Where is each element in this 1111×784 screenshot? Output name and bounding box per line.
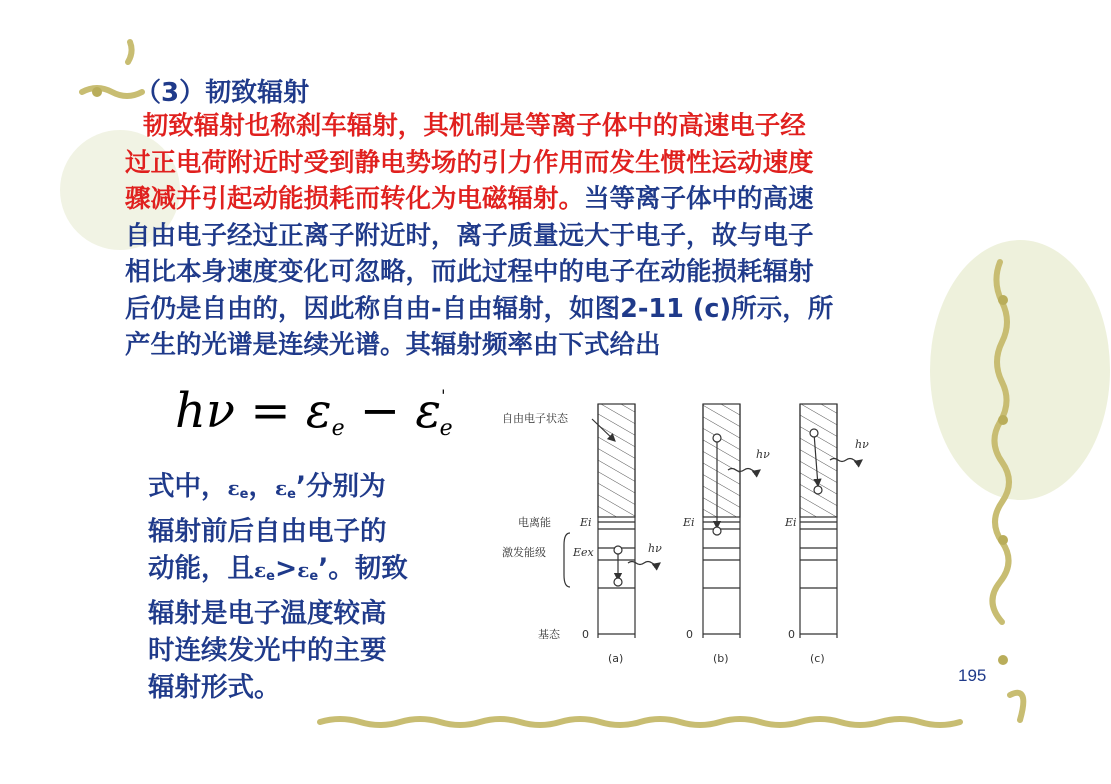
formula-epsilon: ε (415, 383, 442, 439)
formula-lhs: hν (175, 383, 236, 439)
label-free-electron-state: 自由电子状态 (502, 412, 568, 425)
note-text: ’。韧致 (318, 553, 408, 584)
note-text: 动能，且 (148, 553, 254, 584)
label-excitation-level: 激发能级 (502, 546, 546, 559)
label-zero-a: 0 (582, 628, 589, 641)
energy-level-figure (470, 398, 885, 673)
panel-label-c: (c) (810, 652, 825, 665)
note-subscript: e (239, 487, 249, 502)
label-zero-b: 0 (686, 628, 693, 641)
label-Ei-b: Ei (683, 516, 695, 529)
label-hv-a: hν (648, 542, 662, 555)
panel-label-a: (a) (608, 652, 624, 665)
paragraph-line: 后仍是自由的，因此称自由-自由辐射，如图2-11 (c)所示，所 (125, 293, 834, 324)
note-line: 辐射形式。 (148, 672, 281, 703)
continuum-band-b (703, 404, 740, 517)
note-line: 辐射是电子温度较高 (148, 598, 387, 629)
note-subscript: e (287, 487, 296, 502)
note-epsilon: ε (275, 476, 288, 500)
note-line (148, 468, 468, 513)
continuum-band-a (598, 404, 635, 517)
paragraph-line (125, 181, 995, 218)
label-Ei-a: Ei (580, 516, 592, 529)
formula-minus: − (359, 383, 401, 439)
paragraph-line: 过正电荷附近时受到静电势场的引力作用而发生惯性运动速度 (125, 147, 814, 178)
note-subscript: e (266, 569, 275, 584)
formula-explanation (148, 468, 468, 706)
note-epsilon: ε (227, 476, 240, 500)
paragraph-line-red-part: 骤减并引起动能损耗而转化为电磁辐射。 (125, 184, 585, 214)
body-paragraph (125, 108, 995, 364)
formula-epsilon: ε (305, 383, 332, 439)
label-Eex-a: Eex (573, 546, 594, 559)
label-ionization-energy: 电离能 (518, 516, 551, 529)
note-subscript: e (309, 569, 319, 584)
note-line (148, 550, 468, 595)
paragraph-line: 自由电子经过正离子附近时，离子质量远大于电子，故与电子 (125, 220, 814, 251)
page-number: 195 (958, 666, 987, 685)
note-text: ’分别为 (296, 471, 386, 502)
continuum-band-c (800, 404, 837, 517)
label-hv-c: hν (855, 438, 869, 451)
label-ground-state: 基态 (538, 628, 560, 641)
label-hv-b: hν (756, 448, 770, 461)
note-epsilon: ε (254, 558, 267, 582)
energy-level-diagram (470, 398, 885, 673)
formula-subscript: e (331, 416, 345, 441)
paragraph-line: 韧致辐射也称刹车辐射，其机制是等离子体中的高速电子经 (125, 111, 806, 141)
note-text: > (275, 553, 298, 584)
slide-title: （3）韧致辐射 (135, 78, 310, 108)
frequency-formula (175, 383, 453, 441)
label-zero-c: 0 (788, 628, 795, 641)
paragraph-line: 产生的光谱是连续光谱。其辐射频率由下式给出 (125, 330, 661, 360)
formula-subscript: e (439, 416, 453, 441)
formula-equals: = (250, 383, 291, 439)
panel-label-b: (b) (713, 652, 729, 665)
note-epsilon: ε (297, 558, 310, 582)
note-line: 时连续发光中的主要 (148, 635, 387, 666)
paragraph-line-blue-part: 当等离子体中的高速 (584, 184, 814, 214)
paragraph-line: 相比本身速度变化可忽略，而此过程中的电子在动能损耗辐射 (125, 257, 814, 287)
label-Ei-c: Ei (785, 516, 797, 529)
note-text: 式中， (148, 471, 228, 502)
note-line: 辐射前后自由电子的 (148, 516, 387, 547)
formula-prime: ' (441, 386, 446, 405)
note-text: ， (248, 471, 275, 502)
